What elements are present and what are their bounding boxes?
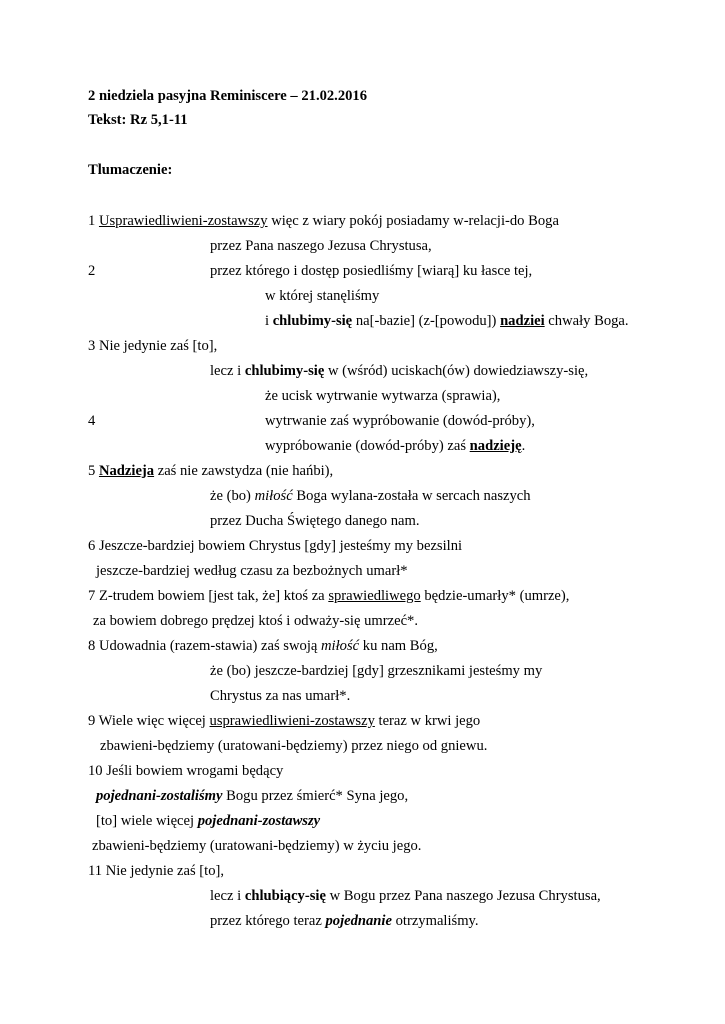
verse-2-line-b: w której stanęliśmy [265, 288, 380, 304]
verse-text: teraz w krwi jego [374, 713, 481, 729]
verse-8-line-a [88, 637, 438, 655]
document-title: 2 niedziela pasyjna Reminiscere – 21.02.2016 [88, 88, 368, 104]
verse-text: . [521, 438, 526, 454]
verse-3-line-b [210, 362, 588, 380]
verse-text: ku nam Bóg, [359, 638, 438, 654]
verse-9-line-b: zbawieni-będziemy (uratowani-będziemy) przez niego od gniewu. [100, 738, 488, 754]
verse-8-line-c: Chrystus za nas umarł*. [210, 688, 351, 704]
verse-10-line-d: zbawieni-będziemy (uratowani-będziemy) w życiu jego. [92, 838, 422, 854]
verse-1-line-b: przez Pana naszego Jezusa Chrystusa, [210, 238, 432, 254]
verse-text: w Bogu przez Pana naszego Jezusa Chrystusa, [325, 888, 601, 904]
verse-number: 1 [88, 213, 99, 229]
verse-text: lecz i [210, 363, 245, 379]
bold-underlined-term: nadzieję [469, 438, 522, 454]
verse-text: 9 Wiele więc więcej [88, 713, 210, 729]
underlined-term: Usprawiedliwieni-zostawszy [98, 213, 268, 229]
verse-11-line-c [210, 912, 479, 930]
verse-text: 7 Z-trudem bowiem [jest tak, że] ktoś za [88, 588, 329, 604]
verse-7-line-a [88, 587, 569, 605]
verse-4-number: 4 [88, 413, 96, 429]
verse-5-line-a [88, 462, 333, 480]
verse-text: 8 Udowadnia (razem-stawia) zaś swoją [88, 638, 322, 654]
verse-1-line-a [88, 212, 559, 230]
verse-4-line-a: wytrwanie zaś wypróbowanie (dowód-próby), [265, 413, 535, 429]
bold-italic-term: pojednanie [325, 913, 392, 929]
verse-11-line-a: 11 Nie jedynie zaś [to], [88, 863, 225, 879]
verse-10-line-b [96, 787, 408, 805]
verse-9-line-a [88, 712, 480, 730]
underlined-term: sprawiedliwego [328, 588, 421, 604]
verse-text: Boga wylana-została w sercach naszych [292, 488, 531, 504]
translation-heading: Tlumaczenie: [88, 162, 173, 178]
verse-10-line-c [96, 812, 320, 830]
verse-text: i [265, 313, 273, 329]
verse-text: w (wśród) uciskach(ów) dowiedziawszy-się, [324, 363, 589, 379]
verse-text: że (bo) [210, 488, 255, 504]
verse-text: otrzymaliśmy. [391, 913, 479, 929]
bold-term: chlubimy-się [244, 363, 325, 379]
verse-text: będzie-umarły* (umrze), [420, 588, 570, 604]
verse-2-line-a: przez którego i dostęp posiedliśmy [wiarą] ku łasce tej, [210, 263, 533, 279]
verse-5-line-c: przez Ducha Świętego danego nam. [210, 513, 420, 529]
verse-text: Bogu przez śmierć* Syna jego, [222, 788, 409, 804]
bold-underlined-term: Nadzieja [98, 463, 155, 479]
italic-term: miłość [321, 638, 360, 654]
text-reference: Tekst: Rz 5,1-11 [88, 112, 188, 128]
bold-term: chlubimy-się [272, 313, 353, 329]
verse-11-line-b [210, 887, 601, 905]
italic-term: miłość [254, 488, 293, 504]
verse-text: wypróbowanie (dowód-próby) zaś [265, 438, 470, 454]
bold-underlined-term: nadziei [500, 313, 545, 329]
verse-7-line-b: za bowiem dobrego prędzej ktoś i odważy-się umrzeć*. [93, 613, 418, 629]
verse-5-line-b [210, 487, 531, 505]
verse-8-line-b: że (bo) jeszcze-bardziej [gdy] grzesznikami jesteśmy my [210, 663, 543, 679]
verse-text: [to] wiele więcej [96, 813, 198, 829]
verse-number: 5 [88, 463, 99, 479]
verse-10-line-a: 10 Jeśli bowiem wrogami będący [88, 763, 284, 779]
verse-3-line-a: 3 Nie jedynie zaś [to], [88, 338, 218, 354]
verse-3-line-c: że ucisk wytrwanie wytwarza (sprawia), [265, 388, 501, 404]
verse-6-line-a: 6 Jeszcze-bardziej bowiem Chrystus [gdy] jesteśmy my bezsilni [88, 538, 463, 554]
verse-6-line-b: jeszcze-bardziej według czasu za bezbożnych umarł* [96, 563, 408, 579]
bold-term: chlubiący-się [244, 888, 326, 904]
verse-text: przez którego teraz [210, 913, 326, 929]
bold-italic-term: pojednani-zostawszy [197, 813, 321, 829]
verse-text: chwały Boga. [544, 313, 629, 329]
verse-2-line-c [265, 312, 629, 330]
verse-text: więc z wiary pokój posiadamy w-relacji-do Boga [267, 213, 559, 229]
underlined-term: usprawiedliwieni-zostawszy [209, 713, 375, 729]
verse-text: zaś nie zawstydza (nie hańbi), [154, 463, 334, 479]
bold-italic-term: pojednani-zostaliśmy [96, 788, 223, 804]
verse-4-line-b [265, 437, 525, 455]
verse-text: na[-bazie] (z-[powodu]) [352, 313, 501, 329]
verse-text: lecz i [210, 888, 245, 904]
verse-2-number: 2 [88, 263, 96, 279]
